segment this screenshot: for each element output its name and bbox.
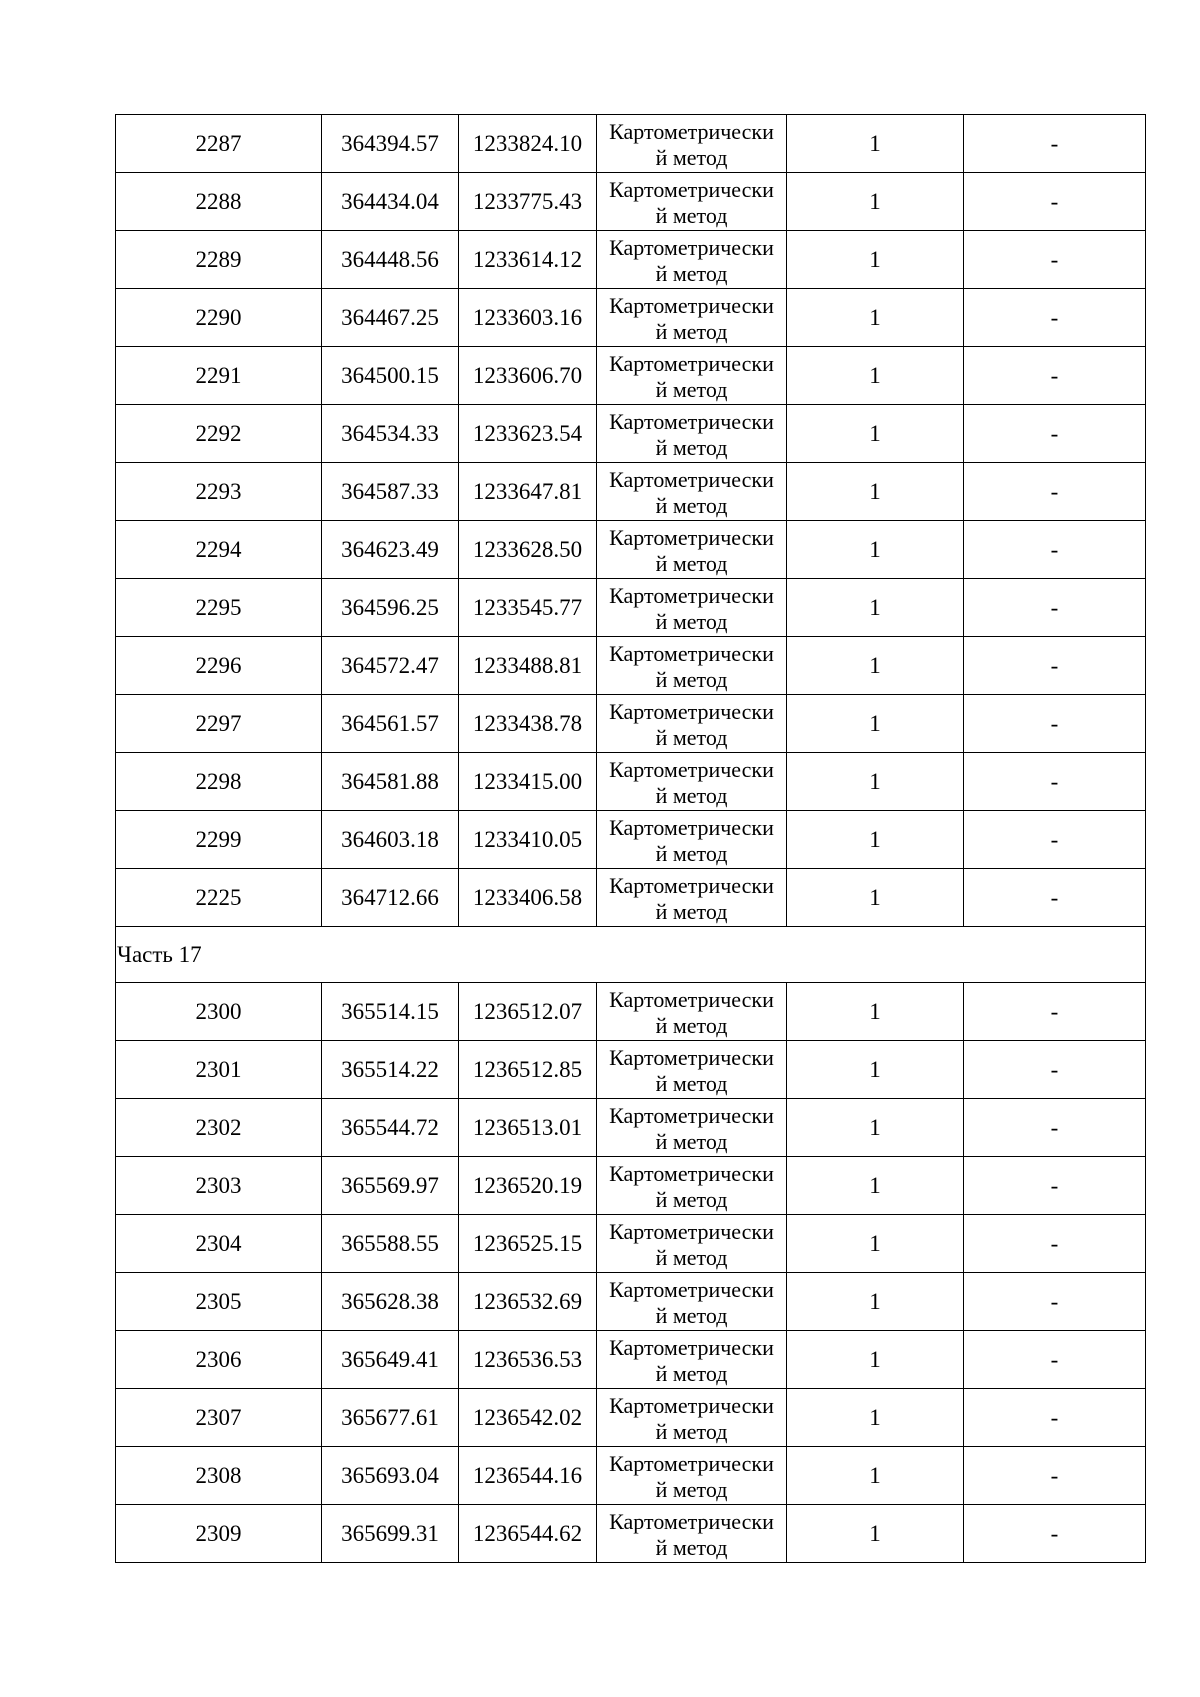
method-line-1: Картометрически [609, 1044, 774, 1070]
x-coordinate-cell: 364500.15 [322, 347, 459, 405]
accuracy-cell: 1 [787, 1331, 964, 1389]
method-cell [597, 1215, 787, 1273]
accuracy-cell: 1 [787, 695, 964, 753]
note-cell: - [964, 869, 1146, 927]
method-line-1: Картометрически [609, 524, 774, 550]
accuracy-cell: 1 [787, 1447, 964, 1505]
x-coordinate-cell: 364561.57 [322, 695, 459, 753]
table-row [116, 521, 1146, 579]
y-coordinate-cell: 1233647.81 [459, 463, 597, 521]
point-number-cell: 2306 [116, 1331, 322, 1389]
point-number-cell: 2291 [116, 347, 322, 405]
method-line-1: Картометрически [609, 1276, 774, 1302]
table-row [116, 869, 1146, 927]
method-line-1: Картометрически [609, 1508, 774, 1534]
y-coordinate-cell: 1236520.19 [459, 1157, 597, 1215]
method-cell [597, 869, 787, 927]
accuracy-cell: 1 [787, 983, 964, 1041]
table-row [116, 1505, 1146, 1563]
y-coordinate-cell: 1233410.05 [459, 811, 597, 869]
method-line-2: й метод [655, 666, 728, 692]
point-number-cell: 2289 [116, 231, 322, 289]
point-number-cell: 2308 [116, 1447, 322, 1505]
x-coordinate-cell: 364581.88 [322, 753, 459, 811]
accuracy-cell: 1 [787, 289, 964, 347]
accuracy-cell: 1 [787, 463, 964, 521]
method-line-1: Картометрически [609, 582, 774, 608]
point-number-cell: 2295 [116, 579, 322, 637]
y-coordinate-cell: 1236512.07 [459, 983, 597, 1041]
x-coordinate-cell: 365628.38 [322, 1273, 459, 1331]
note-cell: - [964, 1273, 1146, 1331]
x-coordinate-cell: 364434.04 [322, 173, 459, 231]
method-line-1: Картометрически [609, 1160, 774, 1186]
method-cell [597, 289, 787, 347]
method-line-1: Картометрически [609, 872, 774, 898]
table-row [116, 463, 1146, 521]
note-cell: - [964, 289, 1146, 347]
point-number-cell: 2305 [116, 1273, 322, 1331]
accuracy-cell: 1 [787, 1273, 964, 1331]
note-cell: - [964, 347, 1146, 405]
x-coordinate-cell: 365514.22 [322, 1041, 459, 1099]
method-cell [597, 1099, 787, 1157]
point-number-cell: 2288 [116, 173, 322, 231]
method-line-2: й метод [655, 434, 728, 460]
method-line-2: й метод [655, 1128, 728, 1154]
accuracy-cell: 1 [787, 231, 964, 289]
y-coordinate-cell: 1236544.16 [459, 1447, 597, 1505]
method-line-1: Картометрически [609, 986, 774, 1012]
method-line-2: й метод [655, 1360, 728, 1386]
note-cell: - [964, 753, 1146, 811]
table-row [116, 115, 1146, 173]
table-row [116, 289, 1146, 347]
accuracy-cell: 1 [787, 753, 964, 811]
y-coordinate-cell: 1236544.62 [459, 1505, 597, 1563]
table-row [116, 983, 1146, 1041]
table-row [116, 579, 1146, 637]
accuracy-cell: 1 [787, 521, 964, 579]
method-cell [597, 1447, 787, 1505]
y-coordinate-cell: 1236532.69 [459, 1273, 597, 1331]
note-cell: - [964, 1041, 1146, 1099]
method-cell [597, 753, 787, 811]
method-line-1: Картометрически [609, 814, 774, 840]
note-cell: - [964, 1157, 1146, 1215]
y-coordinate-cell: 1233606.70 [459, 347, 597, 405]
table-row [116, 695, 1146, 753]
table-row [116, 1157, 1146, 1215]
note-cell: - [964, 1505, 1146, 1563]
method-line-1: Картометрически [609, 350, 774, 376]
accuracy-cell: 1 [787, 1505, 964, 1563]
accuracy-cell: 1 [787, 811, 964, 869]
point-number-cell: 2296 [116, 637, 322, 695]
point-number-cell: 2302 [116, 1099, 322, 1157]
x-coordinate-cell: 364394.57 [322, 115, 459, 173]
x-coordinate-cell: 364623.49 [322, 521, 459, 579]
coordinates-table [115, 114, 1146, 1563]
y-coordinate-cell: 1233406.58 [459, 869, 597, 927]
method-line-2: й метод [655, 1012, 728, 1038]
y-coordinate-cell: 1233438.78 [459, 695, 597, 753]
accuracy-cell: 1 [787, 1099, 964, 1157]
method-line-2: й метод [655, 898, 728, 924]
method-line-2: й метод [655, 492, 728, 518]
accuracy-cell: 1 [787, 173, 964, 231]
section-title: Часть 17 [116, 927, 1146, 983]
method-line-1: Картометрически [609, 292, 774, 318]
note-cell: - [964, 1215, 1146, 1273]
method-cell [597, 637, 787, 695]
method-line-2: й метод [655, 144, 728, 170]
point-number-cell: 2304 [116, 1215, 322, 1273]
y-coordinate-cell: 1236513.01 [459, 1099, 597, 1157]
method-line-2: й метод [655, 1244, 728, 1270]
method-line-2: й метод [655, 1070, 728, 1096]
method-cell [597, 231, 787, 289]
table-row [116, 347, 1146, 405]
accuracy-cell: 1 [787, 869, 964, 927]
method-line-1: Картометрически [609, 640, 774, 666]
method-line-2: й метод [655, 840, 728, 866]
note-cell: - [964, 637, 1146, 695]
method-line-2: й метод [655, 260, 728, 286]
accuracy-cell: 1 [787, 115, 964, 173]
note-cell: - [964, 173, 1146, 231]
note-cell: - [964, 115, 1146, 173]
method-line-2: й метод [655, 782, 728, 808]
method-cell [597, 1273, 787, 1331]
method-line-2: й метод [655, 376, 728, 402]
y-coordinate-cell: 1233545.77 [459, 579, 597, 637]
x-coordinate-cell: 364467.25 [322, 289, 459, 347]
note-cell: - [964, 1099, 1146, 1157]
note-cell: - [964, 231, 1146, 289]
method-cell [597, 115, 787, 173]
x-coordinate-cell: 364603.18 [322, 811, 459, 869]
method-cell [597, 521, 787, 579]
method-line-2: й метод [655, 1476, 728, 1502]
x-coordinate-cell: 365677.61 [322, 1389, 459, 1447]
x-coordinate-cell: 364596.25 [322, 579, 459, 637]
y-coordinate-cell: 1236512.85 [459, 1041, 597, 1099]
table-row [116, 1389, 1146, 1447]
method-cell [597, 463, 787, 521]
y-coordinate-cell: 1233614.12 [459, 231, 597, 289]
point-number-cell: 2301 [116, 1041, 322, 1099]
y-coordinate-cell: 1233603.16 [459, 289, 597, 347]
point-number-cell: 2290 [116, 289, 322, 347]
method-cell [597, 579, 787, 637]
note-cell: - [964, 405, 1146, 463]
point-number-cell: 2293 [116, 463, 322, 521]
x-coordinate-cell: 365588.55 [322, 1215, 459, 1273]
point-number-cell: 2287 [116, 115, 322, 173]
x-coordinate-cell: 364587.33 [322, 463, 459, 521]
method-line-2: й метод [655, 1534, 728, 1560]
y-coordinate-cell: 1233824.10 [459, 115, 597, 173]
y-coordinate-cell: 1233628.50 [459, 521, 597, 579]
x-coordinate-cell: 365699.31 [322, 1505, 459, 1563]
method-line-2: й метод [655, 608, 728, 634]
note-cell: - [964, 1331, 1146, 1389]
x-coordinate-cell: 364572.47 [322, 637, 459, 695]
table-row [116, 173, 1146, 231]
table-row [116, 1215, 1146, 1273]
method-cell [597, 695, 787, 753]
table-row [116, 1331, 1146, 1389]
method-line-1: Картометрически [609, 466, 774, 492]
table-row [116, 811, 1146, 869]
point-number-cell: 2299 [116, 811, 322, 869]
x-coordinate-cell: 364712.66 [322, 869, 459, 927]
note-cell: - [964, 983, 1146, 1041]
x-coordinate-cell: 364448.56 [322, 231, 459, 289]
accuracy-cell: 1 [787, 347, 964, 405]
method-line-1: Картометрически [609, 756, 774, 782]
y-coordinate-cell: 1236525.15 [459, 1215, 597, 1273]
x-coordinate-cell: 365544.72 [322, 1099, 459, 1157]
method-line-1: Картометрически [609, 1450, 774, 1476]
method-line-1: Картометрически [609, 1102, 774, 1128]
accuracy-cell: 1 [787, 405, 964, 463]
y-coordinate-cell: 1236542.02 [459, 1389, 597, 1447]
table-row [116, 637, 1146, 695]
note-cell: - [964, 463, 1146, 521]
method-cell [597, 1389, 787, 1447]
point-number-cell: 2225 [116, 869, 322, 927]
method-line-2: й метод [655, 1186, 728, 1212]
point-number-cell: 2307 [116, 1389, 322, 1447]
table-row [116, 1099, 1146, 1157]
y-coordinate-cell: 1236536.53 [459, 1331, 597, 1389]
method-line-1: Картометрически [609, 1392, 774, 1418]
accuracy-cell: 1 [787, 1389, 964, 1447]
method-line-1: Картометрически [609, 1334, 774, 1360]
note-cell: - [964, 695, 1146, 753]
x-coordinate-cell: 365514.15 [322, 983, 459, 1041]
method-line-1: Картометрически [609, 1218, 774, 1244]
method-cell [597, 1041, 787, 1099]
y-coordinate-cell: 1233623.54 [459, 405, 597, 463]
accuracy-cell: 1 [787, 1157, 964, 1215]
table-row [116, 1273, 1146, 1331]
y-coordinate-cell: 1233488.81 [459, 637, 597, 695]
method-line-1: Картометрически [609, 176, 774, 202]
section-row [116, 927, 1146, 983]
point-number-cell: 2298 [116, 753, 322, 811]
note-cell: - [964, 811, 1146, 869]
table-body [116, 115, 1146, 1563]
table-row [116, 1041, 1146, 1099]
note-cell: - [964, 521, 1146, 579]
point-number-cell: 2297 [116, 695, 322, 753]
table-row [116, 405, 1146, 463]
x-coordinate-cell: 364534.33 [322, 405, 459, 463]
method-line-2: й метод [655, 202, 728, 228]
x-coordinate-cell: 365693.04 [322, 1447, 459, 1505]
accuracy-cell: 1 [787, 637, 964, 695]
method-cell [597, 983, 787, 1041]
point-number-cell: 2300 [116, 983, 322, 1041]
method-line-2: й метод [655, 1418, 728, 1444]
accuracy-cell: 1 [787, 579, 964, 637]
table-row [116, 753, 1146, 811]
method-line-2: й метод [655, 1302, 728, 1328]
method-line-1: Картометрически [609, 118, 774, 144]
accuracy-cell: 1 [787, 1215, 964, 1273]
method-cell [597, 1157, 787, 1215]
note-cell: - [964, 579, 1146, 637]
point-number-cell: 2309 [116, 1505, 322, 1563]
method-cell [597, 173, 787, 231]
method-line-1: Картометрически [609, 408, 774, 434]
method-line-1: Картометрически [609, 234, 774, 260]
y-coordinate-cell: 1233775.43 [459, 173, 597, 231]
method-cell [597, 405, 787, 463]
method-cell [597, 811, 787, 869]
note-cell: - [964, 1447, 1146, 1505]
method-line-2: й метод [655, 724, 728, 750]
y-coordinate-cell: 1233415.00 [459, 753, 597, 811]
method-cell [597, 347, 787, 405]
note-cell: - [964, 1389, 1146, 1447]
x-coordinate-cell: 365569.97 [322, 1157, 459, 1215]
method-line-2: й метод [655, 550, 728, 576]
method-cell [597, 1505, 787, 1563]
table-row [116, 1447, 1146, 1505]
method-cell [597, 1331, 787, 1389]
point-number-cell: 2303 [116, 1157, 322, 1215]
x-coordinate-cell: 365649.41 [322, 1331, 459, 1389]
point-number-cell: 2294 [116, 521, 322, 579]
point-number-cell: 2292 [116, 405, 322, 463]
table-row [116, 231, 1146, 289]
method-line-1: Картометрически [609, 698, 774, 724]
accuracy-cell: 1 [787, 1041, 964, 1099]
method-line-2: й метод [655, 318, 728, 344]
